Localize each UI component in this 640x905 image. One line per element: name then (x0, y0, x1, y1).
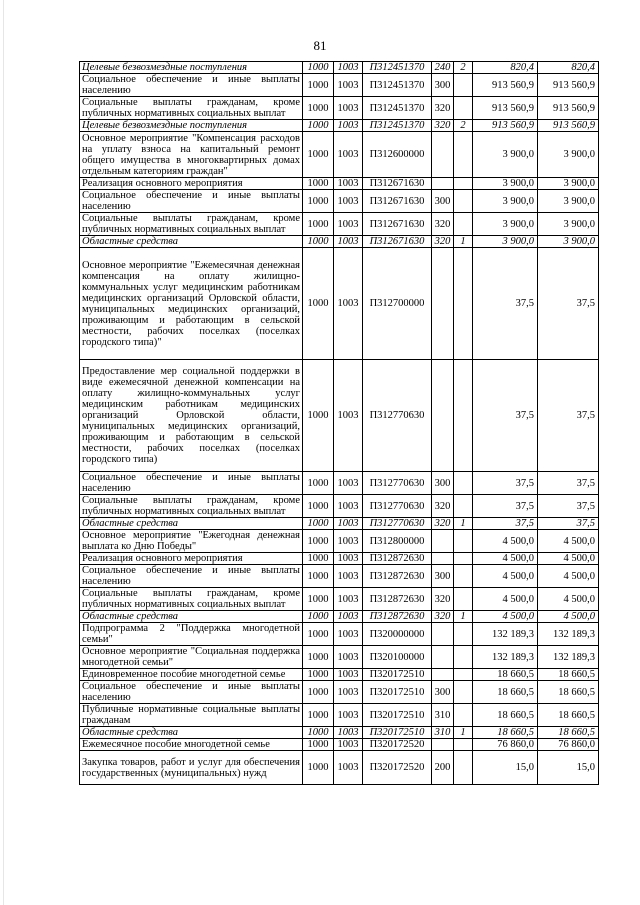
cell-source-code (454, 681, 473, 704)
cell-amount-2: 4 500,0 (538, 553, 599, 565)
cell-amount-1: 4 500,0 (473, 565, 538, 588)
cell-amount-2: 132 189,3 (538, 623, 599, 646)
cell-expense-type: 320 (432, 495, 454, 518)
cell-section: 1000 (303, 132, 334, 178)
cell-amount-1: 15,0 (473, 751, 538, 785)
cell-target-article: П312770630 (363, 360, 432, 472)
cell-target-article: П312800000 (363, 530, 432, 553)
cell-description: Основное мероприятие "Ежегодная денежная выплата ко Дню Победы" (80, 530, 303, 553)
cell-expense-type (432, 248, 454, 360)
cell-subsection: 1003 (334, 236, 363, 248)
cell-target-article: П312671630 (363, 213, 432, 236)
cell-expense-type (432, 623, 454, 646)
cell-amount-2: 4 500,0 (538, 611, 599, 623)
scan-margin-line (3, 0, 4, 905)
cell-amount-1: 4 500,0 (473, 553, 538, 565)
cell-description: Предоставление мер социальной поддержки в виде ежемесячной денежной компенсации на оплату жилищно-коммунальных услуг медицинским работникам медицинских организаций Орловской области, муниципальных медицинских организаций, проживающим и работающим в сельской местности, рабочих поселках (поселках городского типа) (80, 360, 303, 472)
cell-subsection: 1003 (334, 727, 363, 739)
cell-expense-type (432, 553, 454, 565)
cell-source-code (454, 248, 473, 360)
cell-target-article: П320172520 (363, 751, 432, 785)
table-row (80, 681, 599, 704)
cell-expense-type: 320 (432, 97, 454, 120)
cell-section: 1000 (303, 588, 334, 611)
cell-expense-type (432, 178, 454, 190)
cell-source-code (454, 739, 473, 751)
cell-source-code: 1 (454, 518, 473, 530)
cell-amount-1: 76 860,0 (473, 739, 538, 751)
cell-target-article: П312770630 (363, 495, 432, 518)
cell-amount-2: 3 900,0 (538, 178, 599, 190)
table-row (80, 518, 599, 530)
cell-expense-type: 320 (432, 120, 454, 132)
cell-source-code (454, 213, 473, 236)
cell-section: 1000 (303, 62, 334, 74)
cell-expense-type: 320 (432, 611, 454, 623)
cell-amount-1: 4 500,0 (473, 611, 538, 623)
cell-source-code (454, 704, 473, 727)
cell-amount-2: 18 660,5 (538, 681, 599, 704)
table-row (80, 472, 599, 495)
cell-subsection: 1003 (334, 190, 363, 213)
cell-amount-2: 913 560,9 (538, 97, 599, 120)
cell-target-article: П320000000 (363, 623, 432, 646)
cell-target-article: П312872630 (363, 588, 432, 611)
cell-amount-1: 3 900,0 (473, 132, 538, 178)
cell-description: Областные средства (80, 518, 303, 530)
cell-source-code (454, 669, 473, 681)
cell-target-article: П312770630 (363, 472, 432, 495)
cell-subsection: 1003 (334, 565, 363, 588)
cell-source-code (454, 646, 473, 669)
cell-description: Основное мероприятие "Социальная поддержка многодетной семьи" (80, 646, 303, 669)
cell-subsection: 1003 (334, 751, 363, 785)
cell-section: 1000 (303, 553, 334, 565)
cell-amount-1: 132 189,3 (473, 623, 538, 646)
table-row (80, 565, 599, 588)
cell-target-article: П320172510 (363, 704, 432, 727)
cell-amount-1: 18 660,5 (473, 704, 538, 727)
cell-expense-type: 200 (432, 751, 454, 785)
cell-description: Социальные выплаты гражданам, кроме публичных нормативных социальных выплат (80, 495, 303, 518)
cell-amount-2: 4 500,0 (538, 588, 599, 611)
cell-source-code (454, 495, 473, 518)
cell-amount-1: 132 189,3 (473, 646, 538, 669)
cell-section: 1000 (303, 74, 334, 97)
cell-section: 1000 (303, 120, 334, 132)
table-row (80, 727, 599, 739)
cell-expense-type (432, 360, 454, 472)
cell-subsection: 1003 (334, 74, 363, 97)
cell-section: 1000 (303, 213, 334, 236)
cell-description: Основное мероприятие "Компенсация расходов на уплату взноса на капитальный ремонт общего имущества в многоквартирных домах отдельным категориям граждан" (80, 132, 303, 178)
cell-amount-2: 3 900,0 (538, 213, 599, 236)
cell-section: 1000 (303, 751, 334, 785)
cell-source-code (454, 74, 473, 97)
cell-description: Ежемесячное пособие многодетной семье (80, 739, 303, 751)
cell-amount-1: 4 500,0 (473, 588, 538, 611)
cell-subsection: 1003 (334, 518, 363, 530)
table-row (80, 495, 599, 518)
cell-description: Социальное обеспечение и иные выплаты населению (80, 681, 303, 704)
budget-table (79, 61, 599, 785)
cell-amount-1: 37,5 (473, 360, 538, 472)
cell-description: Областные средства (80, 611, 303, 623)
cell-subsection: 1003 (334, 178, 363, 190)
cell-section: 1000 (303, 248, 334, 360)
cell-subsection: 1003 (334, 213, 363, 236)
cell-amount-1: 3 900,0 (473, 178, 538, 190)
cell-subsection: 1003 (334, 530, 363, 553)
cell-section: 1000 (303, 530, 334, 553)
cell-amount-2: 3 900,0 (538, 236, 599, 248)
cell-section: 1000 (303, 669, 334, 681)
cell-target-article: П320172510 (363, 727, 432, 739)
cell-expense-type: 300 (432, 74, 454, 97)
cell-description: Социальные выплаты гражданам, кроме публичных нормативных социальных выплат (80, 97, 303, 120)
cell-section: 1000 (303, 472, 334, 495)
cell-target-article: П312671630 (363, 190, 432, 213)
cell-amount-2: 4 500,0 (538, 530, 599, 553)
cell-section: 1000 (303, 236, 334, 248)
table-row (80, 97, 599, 120)
cell-amount-1: 4 500,0 (473, 530, 538, 553)
cell-amount-1: 18 660,5 (473, 669, 538, 681)
cell-expense-type: 320 (432, 518, 454, 530)
cell-source-code (454, 190, 473, 213)
cell-amount-1: 913 560,9 (473, 97, 538, 120)
cell-expense-type (432, 132, 454, 178)
cell-target-article: П312872630 (363, 565, 432, 588)
cell-target-article: П312451370 (363, 74, 432, 97)
cell-description: Целевые безвозмездные поступления (80, 62, 303, 74)
cell-description: Областные средства (80, 727, 303, 739)
table-row (80, 669, 599, 681)
cell-source-code (454, 530, 473, 553)
cell-source-code: 1 (454, 611, 473, 623)
cell-subsection: 1003 (334, 646, 363, 669)
cell-description: Реализация основного мероприятия (80, 553, 303, 565)
cell-source-code (454, 588, 473, 611)
table-row (80, 62, 599, 74)
cell-subsection: 1003 (334, 132, 363, 178)
table-row (80, 623, 599, 646)
cell-subsection: 1003 (334, 681, 363, 704)
cell-subsection: 1003 (334, 472, 363, 495)
cell-subsection: 1003 (334, 62, 363, 74)
cell-section: 1000 (303, 704, 334, 727)
table-body (80, 62, 599, 785)
cell-description: Закупка товаров, работ и услуг для обеспечения государственных (муниципальных) нужд (80, 751, 303, 785)
cell-amount-1: 37,5 (473, 518, 538, 530)
table-row (80, 248, 599, 360)
cell-target-article: П312451370 (363, 97, 432, 120)
cell-subsection: 1003 (334, 495, 363, 518)
cell-target-article: П312872630 (363, 611, 432, 623)
cell-description: Публичные нормативные социальные выплаты гражданам (80, 704, 303, 727)
cell-expense-type: 320 (432, 588, 454, 611)
cell-section: 1000 (303, 623, 334, 646)
table-row (80, 530, 599, 553)
cell-amount-2: 76 860,0 (538, 739, 599, 751)
table-row (80, 588, 599, 611)
table-row (80, 120, 599, 132)
cell-description: Социальное обеспечение и иные выплаты населению (80, 565, 303, 588)
cell-target-article: П312451370 (363, 62, 432, 74)
cell-description: Социальное обеспечение и иные выплаты населению (80, 74, 303, 97)
table-row (80, 751, 599, 785)
cell-amount-2: 820,4 (538, 62, 599, 74)
cell-amount-2: 37,5 (538, 495, 599, 518)
cell-target-article: П320100000 (363, 646, 432, 669)
cell-section: 1000 (303, 178, 334, 190)
table-row (80, 74, 599, 97)
cell-subsection: 1003 (334, 739, 363, 751)
cell-target-article: П320172520 (363, 739, 432, 751)
table-row (80, 213, 599, 236)
cell-amount-1: 37,5 (473, 248, 538, 360)
cell-amount-2: 132 189,3 (538, 646, 599, 669)
page-number: 81 (313, 38, 327, 53)
table-row (80, 190, 599, 213)
cell-expense-type: 310 (432, 704, 454, 727)
cell-expense-type: 240 (432, 62, 454, 74)
cell-subsection: 1003 (334, 623, 363, 646)
cell-section: 1000 (303, 565, 334, 588)
cell-subsection: 1003 (334, 588, 363, 611)
table-row (80, 360, 599, 472)
cell-amount-1: 3 900,0 (473, 213, 538, 236)
cell-section: 1000 (303, 681, 334, 704)
cell-source-code (454, 553, 473, 565)
cell-source-code: 1 (454, 236, 473, 248)
table-row (80, 704, 599, 727)
cell-amount-1: 3 900,0 (473, 190, 538, 213)
cell-description: Областные средства (80, 236, 303, 248)
cell-expense-type: 300 (432, 681, 454, 704)
cell-target-article: П312671630 (363, 178, 432, 190)
cell-description: Социальное обеспечение и иные выплаты населению (80, 472, 303, 495)
cell-subsection: 1003 (334, 120, 363, 132)
cell-target-article: П320172510 (363, 669, 432, 681)
cell-amount-2: 15,0 (538, 751, 599, 785)
cell-section: 1000 (303, 495, 334, 518)
cell-section: 1000 (303, 360, 334, 472)
cell-description: Реализация основного мероприятия (80, 178, 303, 190)
cell-target-article: П312872630 (363, 553, 432, 565)
cell-amount-2: 18 660,5 (538, 704, 599, 727)
cell-description: Единовременное пособие многодетной семье (80, 669, 303, 681)
cell-description: Подпрограмма 2 "Поддержка многодетной семьи" (80, 623, 303, 646)
cell-subsection: 1003 (334, 360, 363, 472)
cell-expense-type: 300 (432, 565, 454, 588)
cell-amount-2: 37,5 (538, 248, 599, 360)
cell-amount-1: 37,5 (473, 472, 538, 495)
cell-amount-1: 913 560,9 (473, 120, 538, 132)
cell-expense-type (432, 739, 454, 751)
cell-subsection: 1003 (334, 669, 363, 681)
table-row (80, 611, 599, 623)
cell-description: Социальное обеспечение и иные выплаты населению (80, 190, 303, 213)
cell-amount-2: 3 900,0 (538, 190, 599, 213)
cell-amount-2: 37,5 (538, 360, 599, 472)
cell-amount-2: 18 660,5 (538, 727, 599, 739)
cell-expense-type: 310 (432, 727, 454, 739)
cell-description: Социальные выплаты гражданам, кроме публичных нормативных социальных выплат (80, 588, 303, 611)
table-row (80, 553, 599, 565)
cell-amount-2: 913 560,9 (538, 74, 599, 97)
cell-amount-1: 37,5 (473, 495, 538, 518)
cell-section: 1000 (303, 739, 334, 751)
cell-source-code (454, 623, 473, 646)
cell-expense-type: 320 (432, 213, 454, 236)
cell-expense-type (432, 530, 454, 553)
cell-subsection: 1003 (334, 704, 363, 727)
cell-section: 1000 (303, 518, 334, 530)
cell-description: Целевые безвозмездные поступления (80, 120, 303, 132)
cell-source-code (454, 751, 473, 785)
cell-amount-1: 3 900,0 (473, 236, 538, 248)
cell-subsection: 1003 (334, 553, 363, 565)
cell-amount-2: 913 560,9 (538, 120, 599, 132)
cell-amount-2: 4 500,0 (538, 565, 599, 588)
cell-section: 1000 (303, 611, 334, 623)
cell-source-code (454, 97, 473, 120)
cell-amount-2: 37,5 (538, 472, 599, 495)
cell-amount-2: 18 660,5 (538, 669, 599, 681)
cell-target-article: П312700000 (363, 248, 432, 360)
table-row (80, 236, 599, 248)
cell-target-article: П312600000 (363, 132, 432, 178)
cell-expense-type: 300 (432, 472, 454, 495)
table-row (80, 178, 599, 190)
table-row (80, 646, 599, 669)
cell-amount-1: 820,4 (473, 62, 538, 74)
cell-expense-type: 300 (432, 190, 454, 213)
cell-source-code: 2 (454, 120, 473, 132)
cell-amount-2: 37,5 (538, 518, 599, 530)
cell-subsection: 1003 (334, 97, 363, 120)
cell-subsection: 1003 (334, 248, 363, 360)
cell-source-code (454, 472, 473, 495)
cell-target-article: П320172510 (363, 681, 432, 704)
cell-section: 1000 (303, 646, 334, 669)
cell-target-article: П312451370 (363, 120, 432, 132)
cell-description: Основное мероприятие "Ежемесячная денежная компенсация на оплату жилищно-коммунальных услуг медицинским работникам медицинских организаций Орловской области, муниципальных медицинских организаций, проживающим и работающим в сельской местности, рабочих поселках (поселках городского типа)" (80, 248, 303, 360)
cell-amount-1: 913 560,9 (473, 74, 538, 97)
cell-section: 1000 (303, 97, 334, 120)
cell-source-code (454, 360, 473, 472)
cell-source-code (454, 565, 473, 588)
cell-source-code: 2 (454, 62, 473, 74)
cell-amount-2: 3 900,0 (538, 132, 599, 178)
table-row (80, 132, 599, 178)
cell-section: 1000 (303, 727, 334, 739)
cell-source-code (454, 132, 473, 178)
table-row (80, 739, 599, 751)
cell-source-code: 1 (454, 727, 473, 739)
cell-description: Социальные выплаты гражданам, кроме публичных нормативных социальных выплат (80, 213, 303, 236)
cell-subsection: 1003 (334, 611, 363, 623)
cell-source-code (454, 178, 473, 190)
cell-amount-1: 18 660,5 (473, 727, 538, 739)
cell-expense-type (432, 646, 454, 669)
cell-expense-type (432, 669, 454, 681)
cell-expense-type: 320 (432, 236, 454, 248)
cell-amount-1: 18 660,5 (473, 681, 538, 704)
cell-section: 1000 (303, 190, 334, 213)
cell-target-article: П312770630 (363, 518, 432, 530)
cell-target-article: П312671630 (363, 236, 432, 248)
